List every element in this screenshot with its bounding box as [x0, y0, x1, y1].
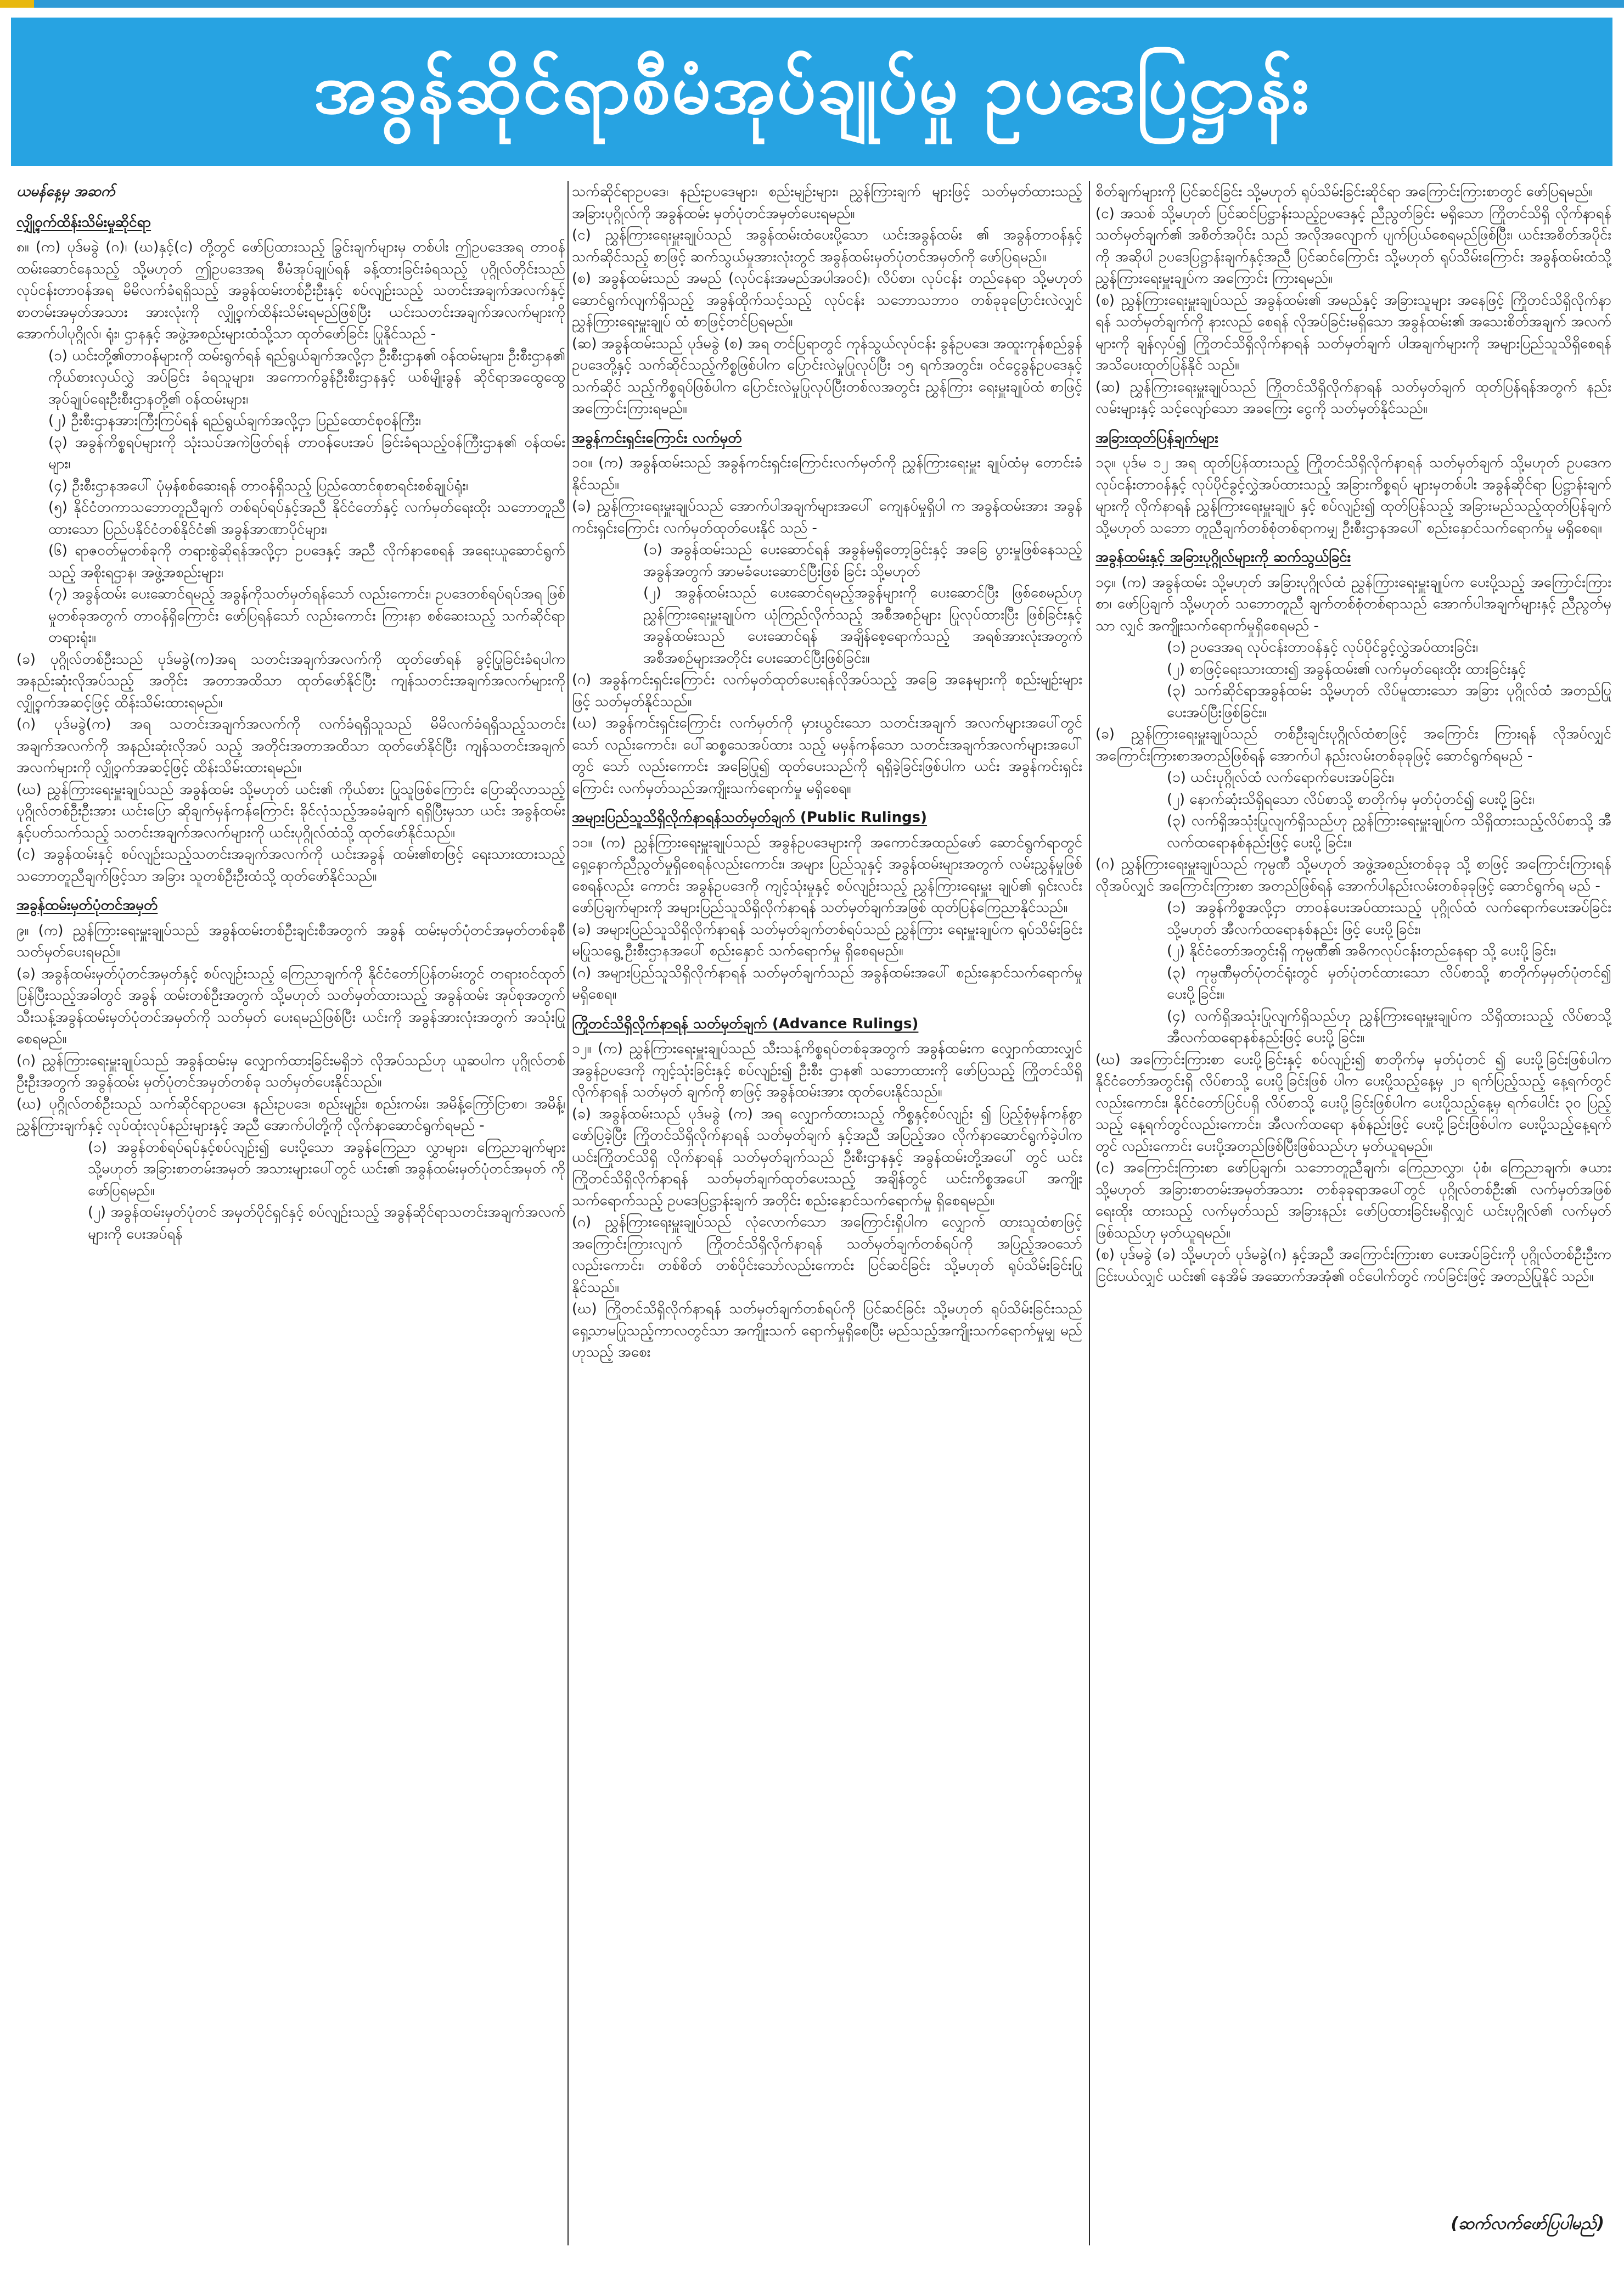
column-3 — [1095, 181, 1611, 2201]
column-1-body — [16, 212, 565, 1246]
paragraph: (ဆ) ညွှန်ကြားရေးမှူးချုပ်သည် ကြိုတင်သိရှိလိုက်နာရန် သတ်မှတ်ချက် ထုတ်ပြန်ရန်အတွက် နည်းလမ်းများနှင့် သင့်လျော်သော အခကြေး ငွေကို သတ်မှတ်နိုင်သည်။ — [1095, 378, 1611, 417]
column-2 — [572, 181, 1082, 2201]
sub-clause: (၄) ဦးစီးဌာနအပေါ် ပုံမှန်စစ်ဆေးရန် တာဝန်ရှိသည့် ပြည်ထောင်စုစာရင်းစစ်ချုပ်ရုံး၊ — [48, 477, 468, 494]
paragraph: (ခ) ပုဂ္ဂိုလ်တစ်ဦးသည် ပုဒ်မခွဲ(က)အရ သတင်းအချက်အလက်ကို ထုတ်ဖော်ရန် ခွင့်ပြုခြင်းခံရပါက အနည်းဆုံးလိုအပ်သည့် အတိုင်း အတာအထိသာ ထုတ်ဖော်နိုင်ပြီး ကျန်သတင်းအချက်အလက်များကို လျှို့ဝှက်အဆင့်ဖြင့် ထိန်းသိမ်းထားရမည်။ — [16, 651, 565, 711]
paragraph: (ဃ) အကြောင်းကြားစာ ပေးပို့ခြင်းနှင့် စပ်လျဉ်း၍ စာတိုက်မှ မှတ်ပုံတင် ၍ ပေးပို့ခြင်းဖြစ်ပါက နိုင်ငံတော်အတွင်းရှိ လိပ်စာသို့ ပေးပို့ခြင်းဖြစ် ပါက ပေးပို့သည့်နေ့မှ ၂၁ ရက်ပြည့်သည့် နေ့ရက်တွင် လည်းကောင်း၊ နိုင်ငံတော်ပြင်ပရှိ လိပ်စာသို့ ပေးပို့ခြင်းဖြစ်ပါက ပေးပို့သည့်နေ့မှ ရက်ပေါင်း ၃၀ ပြည့်သည့် နေ့ရက်တွင်လည်းကောင်း၊ အီလက်ထရော နစ်နည်းဖြင့် ပေးပို့ခြင်းဖြစ်ပါက ပေးပို့သည့်နေ့ရက်တွင် လည်းကောင်း ပေးပို့အတည်ဖြစ်ပြီးဖြစ်သည်ဟု မှတ်ယူရမည်။ — [1095, 1051, 1611, 1155]
page-title: အခွန်ဆိုင်ရာစီမံအုပ်ချုပ်မှု ဥပဒေပြဋ္ဌာန်း — [313, 48, 1310, 129]
paragraph: (ဂ) ညွှန်ကြားရေးမှူးချုပ်သည် လုံလောက်သော အကြောင်းရှိပါက လျှောက် ထားသူထံစာဖြင့် အကြောင်းကြားလျက် ကြိုတင်သိရှိလိုက်နာရန် သတ်မှတ်ချက်တစ်ရပ်ကို အပြည့်အဝသော် လည်းကောင်း၊ တစ်စိတ် တစ်ပိုင်းသော်လည်းကောင်း ပြင်ဆင်ခြင်း သို့မဟုတ် ရုပ်သိမ်းခြင်းပြု နိုင်သည်။ — [572, 1214, 1082, 1296]
column-1 — [16, 181, 565, 2201]
paragraph: (င) အကြောင်းကြားစာ ဖော်ပြချက်၊ သဘောတူညီချက်၊ ကြေညာလွှာ၊ ပုံစံ၊ ကြေညာချက်၊ ဇယား သို့မဟုတ် အခြားစာတမ်းအမှတ်အသား တစ်ခုခုရာအပေါ်တွင် ပုဂ္ဂိုလ်တစ်ဦး၏ လက်မှတ်အဖြစ် ရေးထိုး ထားသည့် လက်မှတ်သည် အခြားနည်း ဖော်ပြထားခြင်းမရှိလျှင် ယင်းပုဂ္ဂိုလ်၏ လက်မှတ်ဖြစ်သည်ဟု မှတ်ယူရမည်။ — [1095, 1159, 1611, 1241]
paragraph: (ဃ) အခွန်ကင်းရှင်းကြောင်း လက်မှတ်ကို မှားယွင်းသော သတင်းအချက် အလက်များအပေါ်တွင်သော် လည်းကောင်း၊ ပေါ်ဆစ္စသေအပ်ထား သည့် မမှန်ကန်သော သတင်းအချက်အလက်များအပေါ်တွင် သော် လည်းကောင်း အခြေပြု၍ ထုတ်ပေးသည်ကို ရရှိခဲ့ခြင်းဖြစ်ပါက ယင်း အခွန်ကင်းရှင်းကြောင်း လက်မှတ်သည်အကျိုးသက်ရောက်မှု မရှိစေရ။ — [572, 715, 1082, 797]
section-heading: လျှို့ဝှက်ထိန်းသိမ်းမှုဆိုင်ရာ — [16, 214, 151, 231]
paragraph: (စ) ပုဒ်မခွဲ (ခ) သို့မဟုတ် ပုဒ်မခွဲ(ဂ) နှင့်အညီ အကြောင်းကြားစာ ပေးအပ်ခြင်းကို ပုဂ္ဂိုလ်တစ်ဦးဦးက ငြင်းပယ်လျှင် ယင်း၏ နေအိမ် အဆောက်အအုံ၏ ဝင်ပေါက်တွင် ကပ်ခြင်းဖြင့် အတည်ပြုနိုင် သည်။ — [1095, 1246, 1611, 1285]
column-divider-1 — [567, 181, 569, 2245]
paragraph: (ဃ) ကြိုတင်သိရှိလိုက်နာရန် သတ်မှတ်ချက်တစ်ရပ်ကို ပြင်ဆင်ခြင်း သို့မဟုတ် ရုပ်သိမ်းခြင်းသည် ရှေ့သာမပြုသည့်ကာလတွင်သာ အကျိုးသက် ရောက်မှုရှိစေပြီး မည်သည့်အကျိုးသက်ရောက်မှုမျှ မည်ဟုသည့် အစေး — [572, 1301, 1082, 1360]
paragraph: (စ) အခွန်ထမ်းသည် အမည် (လုပ်ငန်းအမည်အပါအဝင်)၊ လိပ်စာ၊ လုပ်ငန်း တည်နေရာ သို့မဟုတ် ဆောင်ရွက်လျက်ရှိသည့် အခွန်ထိုက်သင့်သည့် လုပ်ငန်း သဘောသဘာဝ တစ်ခုခုပြောင်းလဲလျှင် ညွှန်ကြားရေးမှူးချုပ် ထံ စာဖြင့်တင်ပြရမည်။ — [572, 270, 1082, 330]
paragraph: (ခ) ညွှန်ကြားရေးမှူးချုပ်သည် အောက်ပါအချက်များအပေါ် ကျေနပ်မှုရှိပါ က အခွန်ထမ်းအား အခွန်ကင်းရှင်းကြောင်း လက်မှတ်ထုတ်ပေးနိုင် သည် - — [572, 498, 1082, 536]
sub-clause: (၂) စာဖြင့်ရေးသားထား၍ အခွန်ထမ်း၏ လက်မှတ်ရေးထိုး ထားခြင်းနှင့် — [1167, 660, 1526, 677]
sub-clause: (၁) အခွန်ကိစ္စအလို့ငှာ တာဝန်ပေးအပ်ထားသည့် ပုဂ္ဂိုလ်ထံ လက်ရောက်ပေးအပ်ခြင်း သို့မဟုတ် အီလက်ထရောနစ်နည်း ဖြင့် ပေးပို့ခြင်း၊ — [1167, 899, 1611, 938]
paragraph: သက်ဆိုင်ရာဥပဒေ၊ နည်းဥပဒေများ၊ စည်းမျဉ်းများ၊ ညွှန်ကြားချက် များဖြင့် သတ်မှတ်ထားသည့် အခြားပုဂ္ဂိုလ်ကို အခွန်ထမ်း မှတ်ပုံတင်အမှတ်ပေးရမည်။ — [572, 183, 1082, 222]
sub-clause: (၃) ကုမ္ပဏီမှတ်ပုံတင်ရုံးတွင် မှတ်ပုံတင်ထားသော လိပ်စာသို့ စာတိုက်မှမှတ်ပုံတင်၍ ပေးပို့ခြင်း။ — [1167, 964, 1611, 1002]
continued-from-label: ယမန်နေ့မှ အဆက် — [16, 183, 115, 200]
paragraph: ၁၃။ ပုဒ်မ ၁၂ အရ ထုတ်ပြန်ထားသည့် ကြိုတင်သိရှိလိုက်နာရန် သတ်မှတ်ချက် သို့မဟုတ် ဥပဒေက လုပ်ငန်းတာဝန်နှင့် လုပ်ပိုင်ခွင့်လွှဲအပ်ထားသည့် အခြားကိစ္စရပ် များမှတစ်ပါး အခွန်ဆိုင်ရာ ပြဋ္ဌာန်းချက်များကို လိုက်နာရန် ညွှန်ကြားရေးမှူးချုပ် နှင့် စပ်လျဉ်း၍ ထုတ်ပြန်သည့် အခြားမည်သည့်ထုတ်ပြန်ချက် သို့မဟုတ် သဘော တူညီချက်တစ်စုံတစ်ရာကမျှ ဦးစီးဌာနအပေါ် စည်းနှောင်သက်ရောက်မှု မရှိစေရ။ — [1095, 455, 1611, 536]
paragraph: ၉။ (က) ညွှန်ကြားရေးမှူးချုပ်သည် အခွန်ထမ်းတစ်ဦးချင်းစီအတွက် အခွန် ထမ်းမှတ်ပုံတင်အမှတ်တစ်ခုစီ သတ်မှတ်ပေးရမည်။ — [16, 922, 565, 960]
section-heading: အခြားထုတ်ပြန်ချက်များ — [1095, 429, 1218, 446]
sub-clause: (၁) ယင်းတို့၏တာဝန်များကို ထမ်းရွက်ရန် ရည်ရွယ်ချက်အလို့ငှာ ဦးစီးဌာန၏ ဝန်ထမ်းများ၊ ဦးစီးဌာန၏ ကိုယ်စားလှယ်လွှဲ အပ်ခြင်း ခံရသူများ၊ အကောက်ခွန်ဦးစီးဌာနနှင့် ယစ်မျိုးခွန် ဆိုင်ရာအထွေထွေအုပ်ချုပ်ရေးဦးစီးဌာနတို့၏ ဝန်ထမ်းများ၊ — [48, 347, 565, 407]
paragraph: (ဃ) ပုဂ္ဂိုလ်တစ်ဦးသည် သက်ဆိုင်ရာဥပဒေ၊ နည်းဥပဒေ၊ စည်းမျဉ်း၊ စည်းကမ်း၊ အမိန့်ကြော်ငြာစာ၊ အမိန့်၊ ညွှန်ကြားချက်နှင့် လုပ်ထုံးလုပ်နည်းများနှင့် အညီ အောက်ပါတို့ကို လိုက်နာဆောင်ရွက်ရမည် - — [16, 1095, 565, 1134]
paragraph: (ဃ) ညွှန်ကြားရေးမှူးချုပ်သည် အခွန်ထမ်း သို့မဟုတ် ယင်း၏ ကိုယ်စား ပြုသူဖြစ်ကြောင်း ပြောဆိုလာသည့် ပုဂ္ဂိုလ်တစ်ဦးဦးအား ယင်းပြော ဆိုချက်မှန်ကန်ကြောင်း ခိုင်လုံသည့်အခမံချက် ရရှိပြီးမှသာ ယင်း အခွန်ထမ်းနှင့်ပတ်သက်သည့် သတင်းအချက်အလက်များကို ယင်းပုဂ္ဂိုလ်ထံသို့ ထုတ်ဖော်နိုင်သည်။ — [16, 781, 565, 841]
paragraph: (င) ညွှန်ကြားရေးမှူးချုပ်သည် အခွန်ထမ်းထံပေးပို့သော ယင်းအခွန်ထမ်း ၏ အခွန်တာဝန်နှင့် သက်ဆိုင်သည့် စာဖြင့် ဆက်သွယ်မှုအားလုံးတွင် အခွန်ထမ်းမှတ်ပုံတင်အမှတ်ကို ဖော်ပြရမည်။ — [572, 227, 1082, 265]
paragraph: ၈။ (က) ပုဒ်မခွဲ (ဂ)၊ (ဃ)နှင့်(င) တို့တွင် ဖော်ပြထားသည့် ခြွင်းချက်များမှ တစ်ပါး ဤဥပဒေအရ တာဝန်ထမ်းဆောင်နေသည့် သို့မဟုတ် ဤဥပဒေအရ စီမံအုပ်ချုပ်ရန် ခန့်ထားခြင်းခံရသည့် ပုဂ္ဂိုလ်တိုင်းသည် လုပ်ငန်းတာဝန်အရ မိမိလက်ခံရရှိသည့် အခွန်ထမ်းတစ်ဦးဦးနှင့် စပ်လျဉ်းသည့် သတင်းအချက်အလက်နှင့် စာတမ်းအမှတ်အသား အားလုံးကို လျှို့ဝှက်ထိန်းသိမ်းရမည်ဖြစ်ပြီး ယင်းသတင်းအချက်အလက်များကို အောက်ပါပုဂ္ဂိုလ်၊ ရုံး၊ ဌာနနှင့် အဖွဲ့အစည်းများထံသို့သာ ထုတ်ဖော်ခြင်း ပြုနိုင်သည် - — [16, 239, 565, 342]
paragraph: ၁၁။ (က) ညွှန်ကြားရေးမှူးချုပ်သည် အခွန်ဥပဒေများကို အကောင်အထည်ဖော် ဆောင်ရွက်ရာတွင် ရှေ့နောက်ညီညွတ်မှုရှိစေရန်လည်းကောင်း၊ အများ ပြည်သူနှင့် အခွန်ထမ်းများအတွက် လမ်းညွှန်မှုဖြစ်စေရန်လည်း ကောင်း အခွန်ဥပဒေကို ကျင့်သုံးမှုနှင့် စပ်လျဉ်းသည့် ညွှန်ကြားရေးမှူး ချုပ်၏ ရှင်းလင်းဖော်ပြချက်များကို အများပြည်သူသိရှိလိုက်နာရန် သတ်မှတ်ချက်အဖြစ် ထုတ်ပြန်ကြေညာနိုင်သည်။ — [572, 834, 1082, 916]
paragraph: (စ) ညွှန်ကြားရေးမှူးချုပ်သည် အခွန်ထမ်း၏ အမည်နှင့် အခြားသူများ အနေဖြင့် ကြိုတင်သိရှိလိုက်နာရန် သတ်မှတ်ချက်ကို နားလည် စေရန် လိုအပ်ခြင်းမရှိသော အခွန်ထမ်း၏ အသေးစိတ်အချက် အလက်များကို ချန်လှပ်၍ ကြိုတင်သိရှိလိုက်နာရန် သတ်မှတ်ချက် ပါအချက်များကို အများပြည်သူသိရှိစေရန် အသိပေးထုတ်ပြန်နိုင် သည်။ — [1095, 292, 1611, 373]
paragraph: (ခ) အခွန်ထမ်းသည် ပုဒ်မခွဲ (က) အရ လျှောက်ထားသည့် ကိစ္စနှင့်စပ်လျဉ်း ၍ ပြည့်စုံမှန်ကန်စွာ ဖော်ပြခဲ့ပြီး ကြိုတင်သိရှိလိုက်နာရန် သတ်မှတ်ချက် နှင့်အညီ အပြည့်အဝ လိုက်နာဆောင်ရွက်ခဲ့ပါက ယင်းကြိုတင်သိရှိ လိုက်နာရန် သတ်မှတ်ချက်သည် ဦးစီးဌာနနှင့် အခွန်ထမ်းတို့အပေါ် တွင် ယင်းကြိုတင်သိရှိလိုက်နာရန် သတ်မှတ်ချက်ထုတ်ပေးသည့် အချိန်တွင် ယင်းကိစ္စအပေါ် အကျိုးသက်ရောက်သည့် ဥပဒေပြဋ္ဌာန်းချက် အတိုင်း စည်းနှောင်သက်ရောက်မှု ရှိစေရမည်။ — [572, 1105, 1082, 1209]
title-banner — [11, 18, 1612, 166]
top-color-bar — [0, 0, 1624, 8]
sub-clause: (၂) ဦးစီးဌာနအားကြီးကြပ်ရန် ရည်ရွယ်ချက်အလို့ငှာ ပြည်ထောင်စုဝန်ကြီး၊ — [48, 412, 421, 429]
paragraph: ၁၄။ (က) အခွန်ထမ်း သို့မဟုတ် အခြားပုဂ္ဂိုလ်ထံ ညွှန်ကြားရေးမှူးချုပ်က ပေးပို့သည့် အကြောင်းကြားစာ၊ ဖော်ပြချက် သို့မဟုတ် သဘောတူညီ ချက်တစ်စုံတစ်ရာသည် အောက်ပါအချက်များနှင့် ညီညွတ်မှသာ လျှင် အကျိုးသက်ရောက်မှုရှိစေရမည် - — [1095, 574, 1611, 634]
paragraph: (ဂ) အခွန်ကင်းရှင်းကြောင်း လက်မှတ်ထုတ်ပေးရန်လိုအပ်သည့် အခြေ အနေများကို စည်းမျဉ်းများဖြင့် သတ်မှတ်နိုင်သည်။ — [572, 671, 1082, 710]
paragraph: (ဂ) ညွှန်ကြားရေးမှူးချုပ်သည် ကုမ္ပဏီ သို့မဟုတ် အဖွဲ့အစည်းတစ်ခုခု သို့ စာဖြင့် အကြောင်းကြားရန် လိုအပ်လျှင် အကြောင်းကြားစာ အတည်ဖြစ်ရန် အောက်ပါနည်းလမ်းတစ်ခုခုဖြင့် ဆောင်ရွက်ရ မည် - — [1095, 856, 1611, 894]
section-heading: အခွန်ထမ်းမှတ်ပုံတင်အမှတ် — [16, 897, 158, 914]
paragraph: ၁၂။ (က) ညွှန်ကြားရေးမှူးချုပ်သည် သီးသန့်ကိစ္စရပ်တစ်ခုအတွက် အခွန်ထမ်းက လျှောက်ထားလျှင် အခွန်ဥပဒေကို ကျင့်သုံးခြင်းနှင့် စပ်လျဉ်း၍ ဦးစီး ဌာန၏ သဘောထားကို ဖော်ပြသည့် ကြိုတင်သိရှိလိုက်နာရန် သတ်မှတ် ချက်ကို စာဖြင့် အခွန်ထမ်းအား ထုတ်ပေးနိုင်သည်။ — [572, 1040, 1082, 1100]
paragraph: (င) အသစ် သို့မဟုတ် ပြင်ဆင်ပြဋ္ဌာန်းသည့်ဥပဒေနှင့် ညီညွတ်ခြင်း မရှိသော ကြိုတင်သိရှိ လိုက်နာရန်သတ်မှတ်ချက်၏ အစိတ်အပိုင်း သည် အလိုအလျောက် ပျက်ပြယ်စေရမည်ဖြစ်ပြီး၊ ယင်းအစိတ်အပိုင်း ကို အဆိုပါ ဥပဒေပြဋ္ဌာန်းချက်နှင့်အညီ ပြင်ဆင်ကြောင်း သို့မဟုတ် ရုပ်သိမ်းကြောင်း အခွန်ထမ်းထံသို့ ညွှန်ကြားရေးမှူးချုပ်က အကြောင်း ကြားရမည်။ — [1095, 205, 1611, 287]
paragraph: စိတ်ချက်များကို ပြင်ဆင်ခြင်း သို့မဟုတ် ရုပ်သိမ်းခြင်းဆိုင်ရာ အကြောင်းကြားစာတွင် ဖော်ပြရမည်။ — [1095, 183, 1593, 200]
section-heading: အခွန်ထမ်းနှင့် အခြားပုဂ္ဂိုလ်များကို ဆက်သွယ်ခြင်း — [1095, 549, 1351, 565]
paragraph: (ခ) အခွန်ထမ်းမှတ်ပုံတင်အမှတ်နှင့် စပ်လျဉ်းသည့် ကြေညာချက်ကို နိုင်ငံတော်ပြန်တမ်းတွင် တရားဝင်ထုတ်ပြန်ပြီးသည့်အခါတွင် အခွန် ထမ်းတစ်ဦးအတွက် သို့မဟုတ် သတ်မှတ်ထားသည့် အခွန်ထမ်း အုပ်စုအတွက် သီးသန့်အခွန်ထမ်းမှတ်ပုံတင်အမှတ်ကို သတ်မှတ် ပေးရမည်ဖြစ်ပြီး ယင်းကို အခွန်အားလုံးအတွက် အသုံးပြုစေရမည်။ — [16, 965, 565, 1047]
paragraph: (ဂ) အများပြည်သူသိရှိလိုက်နာရန် သတ်မှတ်ချက်သည် အခွန်ထမ်းအပေါ် စည်းနှောင်သက်ရောက်မှု မရှိစေရ။ — [572, 964, 1082, 1002]
sub-clause: (၁) အခွန်တစ်ရပ်ရပ်နှင့်စပ်လျဉ်း၍ ပေးပို့သော အခွန်ကြေညာ လွှာများ၊ ကြေညာချက်များ သို့မဟုတ် အခြားစာတမ်းအမှတ် အသားများပေါ်တွင် ယင်း၏ အခွန်ထမ်းမှတ်ပုံတင်အမှတ် ကို ဖော်ပြရမည်။ — [88, 1139, 565, 1199]
sub-clause: (၄) လက်ရှိအသုံးပြုလျက်ရှိသည်ဟု ညွှန်ကြားရေးမှူးချုပ်က သိရှိထားသည့် လိပ်စာသို့ အီလက်ထရောနစ်နည်းဖြင့် ပေးပို့ ခြင်း။ — [1167, 1007, 1611, 1046]
column-2-body — [572, 181, 1082, 1364]
sub-clause: (၃) သက်ဆိုင်ရာအခွန်ထမ်း သို့မဟုတ် လိပ်မူထားသော အခြား ပုဂ္ဂိုလ်ထံ အတည်ပြုပေးအပ်ပြီးဖြစ်ခြင်း။ — [1167, 682, 1611, 721]
sub-clause: (၇) အခွန်ထမ်း ပေးဆောင်ရမည့် အခွန်ကိုသတ်မှတ်ရန်သော် လည်းကောင်း၊ ဥပဒေတစ်ရပ်ရပ်အရ ဖြစ်မှုတစ်ခုအတွက် တာဝန်ရှိကြောင်း ဖော်ပြရန်သော် လည်းကောင်း ကြားနာ စစ်ဆေးသည့် သက်ဆိုင်ရာတရားရုံး။ — [48, 586, 565, 646]
column-3-body — [1095, 181, 1611, 1287]
sub-clause: (၆) ရာဇဝတ်မှုတစ်ခုကို တရားစွဲဆိုရန်အလို့ငှာ ဥပဒေနှင့် အညီ လိုက်နာစေရန် အရေးယူဆောင်ရွက်သည့် အစိုးရဌာန၊ အဖွဲ့အစည်းများ၊ — [48, 542, 565, 581]
sub-clause: (၁) ဥပဒေအရ လုပ်ငန်းတာဝန်နှင့် လုပ်ပိုင်ခွင့်လွှဲအပ်ထားခြင်း၊ — [1167, 639, 1479, 656]
sub-clause: (၃) အခွန်ကိစ္စရပ်များကို သုံးသပ်အကဲဖြတ်ရန် တာဝန်ပေးအပ် ခြင်းခံရသည့်ဝန်ကြီးဌာန၏ ဝန်ထမ်းများ၊ — [48, 434, 565, 472]
paragraph: (ခ) ညွှန်ကြားရေးမှူးချုပ်သည် တစ်ဦးချင်းပုဂ္ဂိုလ်ထံစာဖြင့် အကြောင်း ကြားရန် လိုအပ်လျှင် အကြောင်းကြားစာအတည်ဖြစ်ရန် အောက်ပါ နည်းလမ်းတစ်ခုခုဖြင့် ဆောင်ရွက်ရမည် - — [1095, 726, 1611, 764]
sub-clause: (၂) နောက်ဆုံးသိရှိရသော လိပ်စာသို့ စာတိုက်မှ မှတ်ပုံတင်၍ ပေးပို့ခြင်း၊ — [1167, 791, 1535, 808]
section-heading: ကြိုတင်သိရှိလိုက်နာရန် သတ်မှတ်ချက် (Advance Rulings) — [572, 1015, 919, 1032]
paragraph: (ခ) အများပြည်သူသိရှိလိုက်နာရန် သတ်မှတ်ချက်တစ်ရပ်သည် ညွှန်ကြား ရေးမှူးချုပ်က ရုပ်သိမ်းခြင်းမပြုသရွေ့ ဦးစီးဌာနအပေါ် စည်းနှောင် သက်ရောက်မှု ရှိစေရမည်။ — [572, 921, 1082, 959]
sub-clause: (၁) ယင်းပုဂ္ဂိုလ်ထံ လက်ရောက်ပေးအပ်ခြင်း၊ — [1167, 769, 1394, 786]
sub-clause: (၂) နိုင်ငံတော်အတွင်းရှိ ကုမ္ပဏီ၏ အဓိကလုပ်ငန်းတည်နေရာ သို့ ပေးပို့ခြင်း၊ — [1167, 943, 1556, 959]
column-divider-2 — [1089, 181, 1090, 2245]
paragraph: ၁၀။ (က) အခွန်ထမ်းသည် အခွန်ကင်းရှင်းကြောင်းလက်မှတ်ကို ညွှန်ကြားရေးမှူး ချုပ်ထံမှ တောင်းခံနိုင်သည်။ — [572, 455, 1082, 493]
section-heading: အခွန်ကင်းရှင်းကြောင်း လက်မှတ် — [572, 429, 742, 446]
paragraph: (ဂ) ပုဒ်မခွဲ(က) အရ သတင်းအချက်အလက်ကို လက်ခံရရှိသူသည် မိမိလက်ခံရရှိသည့်သတင်းအချက်အလက်ကို အနည်းဆုံးလိုအပ် သည့် အတိုင်းအတာအထိသာ ထုတ်ဖော်နိုင်ပြီး ကျန်သတင်းအချက် အလက်များကို လျှို့ဝှက်အဆင့်ဖြင့် ထိန်းသိမ်းထားရမည်။ — [16, 716, 565, 776]
continued-label: (ဆက်လက်ဖော်ပြပါမည်) — [1451, 2214, 1604, 2233]
section-heading: အများပြည်သူသိရှိလိုက်နာရန်သတ်မှတ်ချက် (Public Rulings) — [572, 809, 928, 826]
paragraph: (ဂ) ညွှန်ကြားရေးမှူးချုပ်သည် အခွန်ထမ်းမှ လျှောက်ထားခြင်းမရှိဘဲ လိုအပ်သည်ဟု ယူဆပါက ပုဂ္ဂိုလ်တစ်ဦးဦးအတွက် အခွန်ထမ်း မှတ်ပုံတင်အမှတ်တစ်ခု သတ်မှတ်ပေးနိုင်သည်။ — [16, 1052, 565, 1090]
sub-clause: (၂) အခွန်ထမ်းသည် ပေးဆောင်ရမည့်အခွန်များကို ပေးဆောင်ပြီး ဖြစ်စေမည်ဟု ညွှန်ကြားရေးမှူးချုပ်က ယုံကြည်လိုက်သည့် အစီအစဉ်များ ပြုလုပ်ထားပြီး ဖြစ်ခြင်းနှင့် အခွန်ထမ်းသည် ပေးဆောင်ရန် အချိန်စေ့ရောက်သည့် အရစ်အားလုံးအတွက် အစီအစဉ်များအတိုင်း ပေးဆောင်ပြီးဖြစ်ခြင်း။ — [643, 585, 1082, 666]
sub-clause: (၅) နိုင်ငံတကာသဘောတူညီချက် တစ်ရပ်ရပ်နှင့်အညီ နိုင်ငံတော်နှင့် လက်မှတ်ရေးထိုး သဘောတူညီထားသော ပြည်ပနိုင်ငံတစ်နိုင်ငံ၏ အခွန်အာဏာပိုင်များ၊ — [48, 499, 565, 537]
sub-clause: (၂) အခွန်ထမ်းမှတ်ပုံတင် အမှတ်ပိုင်ရှင်နှင့် စပ်လျဉ်းသည့် အခွန်ဆိုင်ရာသတင်းအချက်အလက်များကို ပေးအပ်ရန် — [88, 1204, 565, 1242]
sub-clause: (၁) အခွန်ထမ်းသည် ပေးဆောင်ရန် အခွန်မရှိတော့ခြင်းနှင့် အခြေ ပွားမှုဖြစ်နေသည့် အခွန်အတွက် အာမခံပေးဆောင်ပြီးဖြစ် ခြင်း သို့မဟုတ် — [643, 541, 1082, 580]
paragraph: (င) အခွန်ထမ်းနှင့် စပ်လျဉ်းသည့်သတင်းအချက်အလက်ကို ယင်းအခွန် ထမ်း၏စာဖြင့် ရေးသားထားသည့် သဘောတူညီချက်ဖြင့်သာ အခြား သူတစ်ဦးဦးထံသို့ ထုတ်ဖော်နိုင်သည်။ — [16, 846, 565, 884]
paragraph: (ဆ) အခွန်ထမ်းသည် ပုဒ်မခွဲ (စ) အရ တင်ပြရာတွင် ကုန်သွယ်လုပ်ငန်း ခွန်ဥပဒေ၊ အထူးကုန်စည်ခွန်ဥပဒေတို့နှင့် သက်ဆိုင်သည့်ကိစ္စဖြစ်ပါက ပြောင်းလဲမှုပြုလုပ်ပြီး ၁၅ ရက်အတွင်း၊ ဝင်ငွေခွန်ဥပဒေနှင့် သက်ဆိုင် သည့်ကိစ္စရပ်ဖြစ်ပါက ပြောင်းလဲမှုပြုလုပ်ပြီးတစ်လအတွင်း ညွှန်ကြား ရေးမှူးချုပ်ထံ စာဖြင့်အကြောင်းကြားရမည်။ — [572, 335, 1082, 417]
top-accent-block — [0, 0, 34, 8]
sub-clause: (၃) လက်ရှိအသုံးပြုလျက်ရှိသည်ဟု ညွှန်ကြားရေးမှူးချုပ်က သိရှိထားသည့်လိပ်စာသို့ အီလက်ထရောနစ်နည်းဖြင့် ပေးပို့ ခြင်း။ — [1167, 813, 1611, 851]
